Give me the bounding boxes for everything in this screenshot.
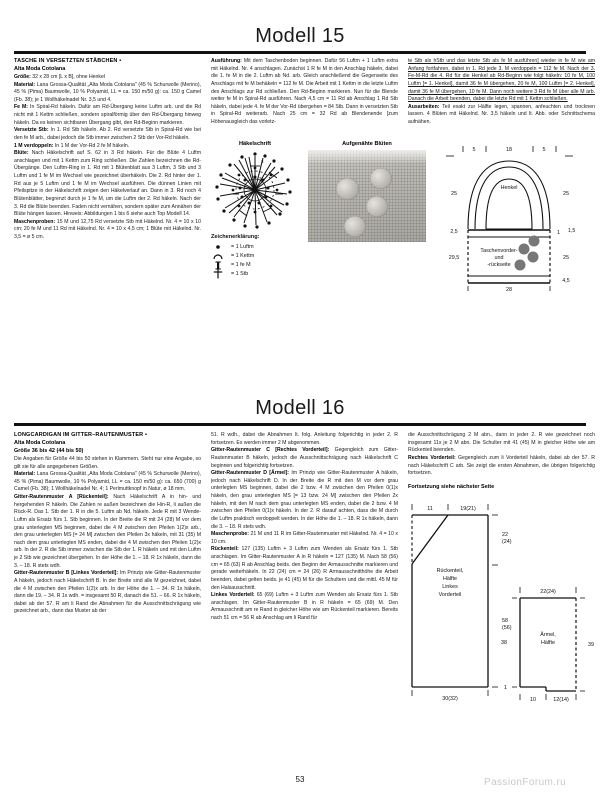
model-16-linkes-vorderteil: [211, 592, 398, 623]
model-15-columns: [14, 58, 595, 293]
svg-text:3: 3: [261, 158, 264, 164]
back-56: (56): [502, 624, 512, 631]
model-16-material: [14, 471, 201, 494]
fem-value: In Spiral-Rd häkeln. Dafür am Rd-Übergang keine Luftm arb. und die Rd nicht mit 1 Kettm schließen, sondern spiralförmig über den Rd-Übergang hinweg häkeln. Da es keinen sichtbaren Übergang gibt, den Rd-Beginn markieren.: [14, 104, 202, 126]
muster-d-label: Gitter-Rautenmuster D [Ärmel]:: [211, 470, 290, 477]
model-16-size-note: Die Angaben für Größe 44 bis 50 stehen in Klammern. Steht nur eine Angabe, so gilt sie für alle angegebenen Größen.: [14, 455, 201, 470]
legend-item: [211, 252, 299, 261]
back-label-4: Vorderteil: [438, 591, 462, 598]
legend-list: [211, 243, 299, 279]
garment-schematic: [408, 502, 595, 707]
left-2-5: 2,5: [450, 228, 458, 235]
versetzte-label: Versetzte Stb:: [14, 127, 49, 134]
legend-label: = 1 Kettm: [231, 253, 255, 260]
flower-motif: [370, 168, 392, 189]
haekelschrift-block: [211, 141, 299, 279]
material-value: Lana Grossa-Qualität „Alta Moda Cotolana" (45 % Schurwolle (Merino), 45 % (Pima) Baumwolle, 10 % Polyamid, LL = ca. 150 m/50 g): ca. 650 (700) g Camel (Fb. 38); 1 Wollhäkelnadel Nr. 4; 1 Perlmuttknopf in Natur, ø 18 mm.: [14, 471, 201, 493]
versetzte-value: In 1. Rd Stb häkeln. Ab 2. Rd versetzte Stb in Spiral-Rd wie bei den fe M arb., dabei jedoch die Stb immer zwischen 2 Stb der Vor-Rd häkeln.: [14, 127, 201, 141]
right-25: 25: [563, 190, 569, 197]
handle-outline: [468, 161, 550, 229]
muster-c-label: Gitter-Rautenmuster C [Rechtes Vorderteil]:: [211, 447, 330, 454]
model-15-versetzte: [14, 127, 201, 142]
flower-motif: [366, 196, 388, 217]
model-16-muster-c: [211, 447, 398, 470]
sleeve-1: 1: [504, 684, 507, 691]
model-15-ausarbeiten: [408, 104, 595, 127]
maschenproben-label: Maschenproben:: [14, 218, 56, 225]
size-label: Größe:: [14, 73, 31, 80]
sleeve-label-1: Ärmel,: [540, 631, 556, 638]
back-bottom-30-32: 30(32): [442, 695, 458, 702]
maschenproben-value: 15 M und 12,75 Rd versetzte Stb mit Häkelnd. Nr. 4 = 10 x 10 cm; 20 fe M und 11 Rd mit Häkelnd. Nr. 4 = 10 x 4,5 cm; 1 Blüte mit Häkelnd. Nr. 3,5 = ø 5 cm.: [14, 218, 201, 241]
model-16-header: [14, 398, 586, 426]
model-15-heading: TASCHE IN VERSETZTEN STÄBCHEN •: [14, 58, 122, 64]
back-24: (24): [502, 538, 512, 545]
ausarbeiten-value: Teil exakt zur Hälfte legen, spannen, anfeuchten und trocknen lassen. 4 Blüten mit Häkelnd. Nr. 3,5 häkeln und lt. Abb. oder Schnittschema aufnähen.: [408, 103, 595, 125]
model-16-rechtes-vorderteil: [408, 455, 595, 478]
model-15-bluete: [14, 150, 201, 219]
rueckenteil-value: 127 (135) Luftm + 3 Luftm zum Wenden als Ersatz fürs 1. Stb anschlagen. Im Gitter-Rautenmuster A in R häkeln = 127 (135) M. Nach 58 (56) cm = 65 (63) R ab Anschlag beids. den Beginn der Armausschnitte markieren und gerade weiterhäkeln. In 22 (24) cm = 24 (26) R Armausschnitthöhe die Arbeit beenden, dabei gelten beids. je 41 (45) M für die Schultern und die mittl. 45 M für den Halsausschnitt.: [211, 546, 398, 591]
crochet-chart-diagram: [211, 150, 299, 230]
ausarbeiten-label: Ausarbeiten:: [408, 103, 440, 110]
ausfuehrung-label: Ausführung:: [211, 58, 242, 64]
muster-b-label: Gitter-Rautenmuster B [Linkes Vorderteil]:: [14, 570, 119, 577]
muster-b-value: Im Prinzip wie Gitter-Rautenmuster A häkeln, jedoch nach Häkelschrift B. In der Breite sind alle M gezeichnet, dabei die 4 M zwischen den Pfeilen 1(2)x arb. In der Höhe die 1. – 34. R 1x häkeln, dann die 19. – 34. R 1x wdh. = insgesamt 50 R, danach die 51. – 66. R 1x häkeln, dabei ab der 57. R am li Rand die Abnahmen für die Ausschnittschrägung wie gezeichnet arb., dann das Muster ab der: [14, 570, 201, 615]
photo-highlight: [308, 150, 426, 164]
crochet-photo: [308, 150, 426, 242]
header-rule: [14, 51, 586, 54]
back-label-2: Hälfte: [442, 575, 458, 582]
rechtes-value: Gegengleich zum li Vorderteil häkeln, dabei ab der 57. R nach Häkelschrift C arb. Sie zeigt die ersten Abnahmen, die übrigen folgerichtig fortsetzen.: [408, 454, 595, 477]
bluten-caption: Aufgenähte Blüten: [342, 140, 392, 147]
left-29-5: 29,5: [448, 254, 460, 261]
bag-schematic: [408, 139, 595, 293]
underlined-run: te Stb als hStb und das letzte Stb als fe M ausführen] wieder in fe M wie am Anfang fortfahren, dabei in 1. Rd jede 3. M verdoppeln = 112 fe M. Nach der 3. Fe-M-Rd die 4. Rd für die Henkel ab Rd-Beginn wie folgt häkeln: 10 fe M, 100 Luftm [= 1. Henkel], damit 36 fe M übergehen, 20 fe M, 100 Luftm [= 2. Henkel], damit 36 fe M übergehen, 10 fe M. Dann noch weitere 3 Rd fe M über alle M arb. Danach die Arbeit beenden, dabei die letzte Rd mit 1 Kettm schließen.: [408, 58, 595, 103]
legend-label: = 1 Luftm: [231, 244, 254, 251]
rechtes-label: Rechtes Vorderteil:: [408, 454, 456, 461]
legend-item: [211, 243, 299, 252]
sleeve-bottom-12-14: 12(14): [553, 696, 569, 703]
linkes-value: 65 (69) Luftm + 3 Luftm zum Wenden als Ersatz fürs 1. Stb anschlagen. Im Gitter-Rautenmuster B in R häkeln = 65 (69) M. Den Armausschnitt am re Rand in gleicher Höhe wie am Rückenteil markieren. Bereits nach 51 cm = 56 R ab Anschlag am li Rand für: [211, 592, 398, 621]
model-16-heading: LONGCARDIGAN IM GITTER–RAUTENMUSTER •: [14, 432, 148, 438]
model-16-muster-d: [211, 470, 398, 531]
model-15-column-1: [14, 58, 201, 289]
model-16-muster-b: [14, 570, 201, 616]
schematic-flowers: [515, 235, 540, 270]
bluete-label: Blüte:: [14, 150, 29, 157]
luftm-dot-icon: [211, 243, 225, 251]
fortsetzung-note: Fortsetzung siehe nächster Seite: [408, 483, 495, 490]
ausfuehrung-value: Mit dem Taschenboden beginnen. Dafür 56 Luftm + 1 Luftm extra mit Häkelnd. Nr. 4 anschlagen. Zunächst 1 R fe M in den Anschlag häkeln, dabei die 1. fe M in die 2. Luftm ab Nd. arb. Gleich anschließend die Gegenseite des Anschlags mit fe M behäkeln = 112 fe M. Die Arbeit mit 1 Kettm in die letzte Luftm des Anschlags zur Rd schließen. Den Rd-Beginn markieren. Nun für die Blende weiter fe M in Spiral-Rd ausführen. Nach 4,5 cm = 11 Rd ab Anschlag 1 Rd Stb häkeln, dabei jede 4. fe M der Vor-Rd übergehen = 84 Stb. Dann in versetzten Stb in Spiral-Rd weiterarb. Nach 25 cm = 32 Rd ab Blendenende [zum Höhenausgleich das vorletz-: [211, 58, 398, 125]
model-15-material: [14, 82, 201, 105]
verdoppeln-label: 1 M verdoppeln:: [14, 142, 54, 149]
size-value: 32 x 28 cm [L x B], ohne Henkel: [30, 73, 105, 80]
model-16-col3-continuation: die Ausschnittschrägung 2 M abn., dann in jeder 2. R wie gezeichnet noch insgesamt 11x je 2 M abn. Die Schulter mit 41 (45) M in gleicher Höhe wie am Rückenteil beenden.: [408, 432, 595, 454]
muster-c-value: Gegengleich zum Gitter-Rautenmuster B häkeln, jedoch die Ausschnittschrägung nach Häkelschrift C beginnen und folgerichtig fortsetzen.: [211, 447, 398, 469]
model-15-figures: [211, 141, 398, 279]
flower-motif: [344, 216, 366, 237]
model-15-maschenproben: [14, 219, 201, 242]
legend-label: = 1 fe M: [231, 262, 251, 269]
material-label: Material:: [14, 81, 36, 88]
header-rule-2: [14, 423, 586, 426]
model-16-col2-continuation: 51. R wdh., dabei die Abnahmen lt. folg. Anleitung folgerichtig in jeder 2. R fortsetzen. Es werden immer 2 M abgenommen.: [211, 432, 398, 446]
right-1: 1: [557, 229, 560, 236]
model-16-subheading: Alta Moda Cotolana: [14, 439, 66, 446]
muster-a-value: Nach Häkelschrift A in hin- und hergehenden R häkeln. Die Zahlen re außen bezeichnen die Hin-R, li außen die Rück-R. Das 1. Stb der 1. R in die 5. Luftm ab Nd. häkeln. Jede R mit 3 Wende-Luftm als Ersatz fürs 1. Stb beginnen. In der Breite die R mit 24 (28) M vor dem grau unterlegten MS beginnen, dabei die 4 M zwischen den Pfeilen 1(2)x arb., den grau unterlegten MS [= 24 M] zwischen den Pfeilen 3x häkeln, mit 31 (35) M nach dem grau unterlegten MS enden, dabei die 4 M zwischen den Pfeilen 1(2)x arb. In der 2. R die Stb immer zwischen die Stb der 1. R häkeln und mit den Luftm je 2 Stb wie gezeichnet übergehen. In der Höhe die 1. – 18. R 1x häkeln, dann die 3. – 18. R stets wdh.: [14, 494, 201, 569]
muster-d-value: Im Prinzip wie Gitter-Rautenmuster A häkeln, jedoch nach Häkelschrift D. In der Breite die R mit den M vor dem grau unterlegten MS beginnen, dabei die 2 bzw. 4 M zwischen den Pfeilen 0(1)x häkeln, den grau unterlegten MS [= 13 bzw. 24 M] zwischen den Pfeilen 2x häkeln, mit den M nach dem grau unterlegten MS enden, dabei die 2 bzw. 4 M zwischen den Pfeilen 0(1)x häkeln. In der 2. R darauf achten, dass die M durch die Luftm praktisch verdoppelt werden. In der Höhe die 1. – 18. R 1x häkeln, dann die 3. – 18. R stets wdh.: [211, 470, 398, 530]
model-15-col3-continuation: [408, 58, 595, 104]
model-15-column-2: [211, 58, 398, 289]
verdoppeln-value: In 1 M der Vor-Rd 2 fe M häkeln.: [53, 142, 130, 149]
body-label-line2: und: [494, 254, 504, 261]
stb-cross-icon: [211, 269, 225, 279]
page-number: 53: [295, 775, 305, 784]
right-1-5: 1,5: [568, 227, 576, 234]
linkes-label: Linkes Vorderteil:: [211, 592, 255, 599]
mark-18: 18: [506, 146, 512, 153]
back-mark-11: 11: [427, 505, 433, 512]
sleeve-bottom-10: 10: [530, 696, 536, 703]
back-label-3: Linkes: [442, 583, 458, 590]
model-15-size: [14, 74, 201, 82]
sleeve-38: 38: [501, 639, 507, 646]
model-15-ausfuehrung: [211, 58, 398, 127]
right-4-5: 4,5: [562, 277, 570, 284]
site-watermark: PassionForum.ru: [484, 777, 567, 788]
left-25: 25: [451, 190, 457, 197]
bluete-value: Nach Häkelschrift auf S. 62 in 3 Rd häkeln. Für die Blüte 4 Luftm anschlagen und mit 1 Kettm zum Ring schließen. Die Zahlen bezeichnen die Rd-Übergänge. Den Luftm-Ring in 1. Rd mit 1 Blütenblatt aus 3 Luftm, 3 Stb und 3 Luftm und 1 fe M im Wechsel wie gezeichnet überhäkeln. Die 2. Rd hinter der 1. Rd aus je 5 Luftm und 1 fe M im Wechsel ausführen. Die dünnen Linien mit Pfeilspitze in der Häkelschrift zeigen den Häkelverlauf an. Dann in 3. Rd noch 4 Blütenblätter, begrenzt durch je 1 fe M, um die Luftm der 2. Rd häkeln. Nach der 3. Rd die Blüte beenden. Faden nicht vernähen, sondern später zum Annähen der Blüte hängen lassen. Hinweis: Abbildungen 1 bis 6 siehe auch Top Modell 14.: [14, 150, 201, 218]
muster-a-label: Gitter-Rautenmuster A [Rückenteil]:: [14, 494, 109, 501]
haekelschrift-caption: Häkelschrift: [238, 140, 272, 147]
legend-label: = 1 Stb: [231, 271, 249, 278]
model-15-verdoppeln: [14, 143, 201, 151]
body-label-line3: -rückseite: [487, 261, 511, 268]
back-58: 58: [502, 617, 508, 624]
mark-5-left: 5: [472, 146, 476, 153]
fem-label: Fe M:: [14, 104, 29, 111]
legend-item: [211, 270, 299, 279]
back-22: 22: [502, 531, 508, 538]
right-25b: 25: [563, 254, 569, 261]
model-16-maschenprobe: [211, 531, 398, 546]
bottom-28: 28: [506, 286, 512, 293]
back-mark-19-21: 19(21): [460, 505, 476, 512]
model-15-column-3: [408, 58, 595, 293]
model-16-muster-a: [14, 494, 201, 570]
flower-motif: [336, 178, 359, 200]
body-label-line1: Taschenvorder-: [480, 247, 518, 254]
material-value: Lana Grossa-Qualität „Alta Moda Cotolana" (45 % Schurwolle (Merino), 45 % (Pima) Baumwolle, 10 % Polyamid, LL = ca. 150 m/50 g): ca. 150 g Camel (Fb. 38); je 1 Wollhäkelnadel Nr. 3,5 und 4.: [14, 81, 201, 103]
model-16-title: Modell 16: [255, 397, 345, 419]
kettm-arc-icon: [211, 252, 225, 260]
back-label-1: Rückenteil,: [436, 567, 464, 574]
rueckenteil-label: Rückenteil:: [211, 546, 239, 553]
model-15-fem: [14, 104, 201, 127]
model-16-column-1: [14, 432, 201, 707]
model-15-subheading: Alta Moda Cotolana: [14, 65, 66, 72]
handle-label: Henkel: [500, 184, 518, 191]
svg-text:2: 2: [259, 175, 262, 181]
model-16-size-label: Größe 36 bis 42 (44 bis 50): [14, 447, 84, 454]
model-16-column-2: [211, 432, 398, 707]
model-16-rueckenteil: [211, 546, 398, 592]
sleeve-top-22-24: 22(24): [540, 588, 556, 595]
model-15-header: [14, 26, 586, 54]
legend-title: Zeichenerklärung:: [211, 233, 260, 240]
sleeve-39: 39: [588, 641, 594, 648]
model-16-columns: [14, 432, 595, 707]
maschenprobe-value: 21 M und 11 R im Gitter-Rautenmuster mit Häkelnd. Nr. 4 = 10 x 10 cm.: [211, 531, 398, 545]
model-15-title: Modell 15: [255, 25, 345, 47]
material-label: Material:: [14, 471, 36, 478]
maschenprobe-label: Maschenprobe:: [211, 531, 249, 538]
sleeve-label-2: Hälfte: [540, 639, 556, 646]
mark-5-right: 5: [542, 146, 546, 153]
model-16-column-3: [408, 432, 595, 707]
